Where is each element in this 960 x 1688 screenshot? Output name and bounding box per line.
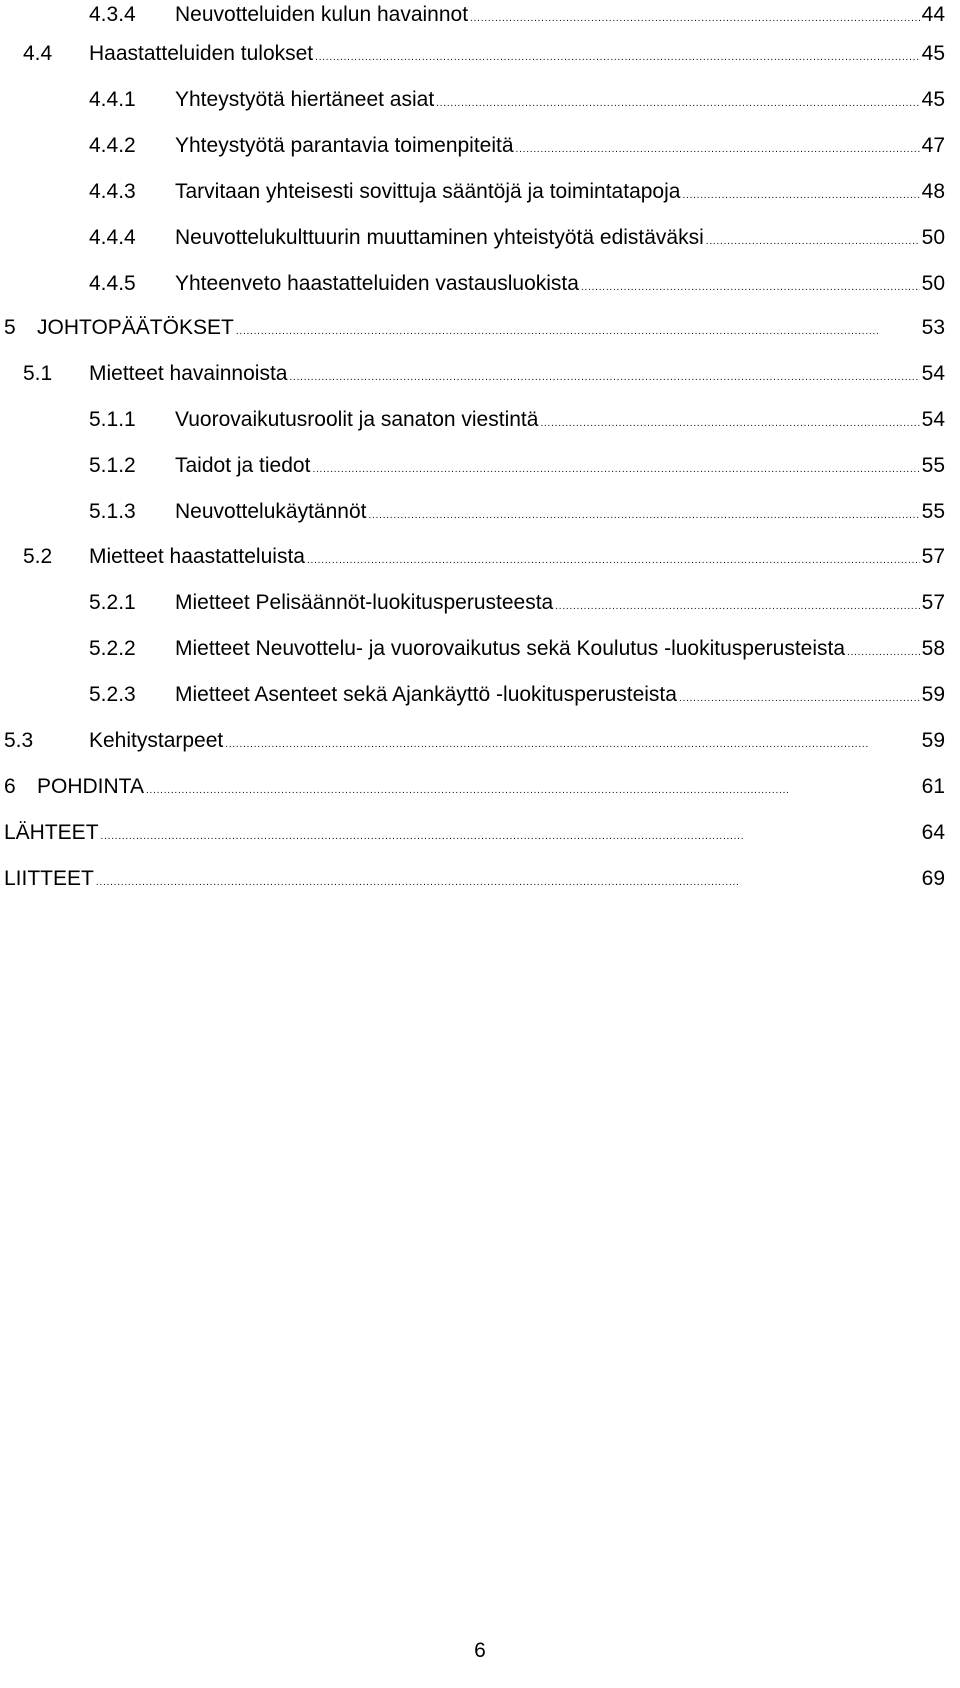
toc-entry-line	[89, 39, 945, 73]
toc-entry-page: 55	[921, 454, 945, 477]
toc-entry-4-4-5[interactable]	[0, 269, 945, 299]
toc-entry-line	[175, 0, 945, 34]
dot-leader	[236, 313, 920, 347]
toc-entry-title: Mietteet haastatteluista	[89, 545, 305, 568]
toc-entry-5-1-3[interactable]	[0, 497, 945, 527]
toc-entry-line	[175, 177, 945, 211]
toc-entry-page: 64	[921, 821, 945, 844]
dot-leader	[581, 269, 920, 303]
toc-entry-title: Mietteet Asenteet sekä Ajankäyttö -luokitusperusteista	[175, 683, 677, 706]
toc-entry-line	[4, 864, 945, 898]
toc-entry-number: 4.4.4	[89, 226, 136, 249]
toc-entry-lahteet[interactable]	[0, 818, 945, 848]
toc-entry-title: LIITTEET	[4, 867, 94, 890]
toc-entry-number: 5.3	[4, 729, 34, 752]
toc-entry-title: Mietteet havainnoista	[89, 362, 288, 385]
toc-entry-5-2[interactable]	[0, 542, 945, 572]
toc-entry-line	[175, 497, 945, 531]
toc-entry-line	[175, 85, 945, 119]
dot-leader	[540, 405, 919, 439]
toc-entry-4-4-2[interactable]	[0, 131, 945, 161]
toc-entry-page: 45	[921, 42, 945, 65]
toc-entry-line	[175, 223, 945, 257]
dot-leader	[307, 542, 920, 576]
toc-entry-page: 47	[921, 134, 945, 157]
dot-leader	[679, 680, 920, 714]
toc-entry-line	[175, 269, 945, 303]
toc-entry-5-2-2[interactable]	[0, 634, 945, 664]
toc-entry-page: 53	[921, 316, 945, 339]
toc-entry-number: 4.4	[23, 42, 53, 65]
toc-entry-number: 5.1.3	[89, 500, 136, 523]
toc-entry-5-1[interactable]	[0, 359, 945, 389]
toc-entry-4-4-4[interactable]	[0, 223, 945, 253]
dot-leader	[368, 497, 919, 531]
toc-entry-line	[175, 131, 945, 165]
toc-entry-number: 5.2	[23, 545, 53, 568]
toc-entry-line	[37, 313, 945, 347]
toc-entry-page: 44	[921, 3, 945, 26]
toc-entry-page: 50	[921, 226, 945, 249]
dot-leader	[225, 726, 919, 760]
toc-entry-number: 5.2.3	[89, 683, 136, 706]
toc-entry-number: 5.1.1	[89, 408, 136, 431]
dot-leader	[312, 451, 919, 485]
page-number: 6	[474, 1639, 486, 1662]
toc-entry-title: POHDINTA	[37, 775, 144, 798]
toc-entry-page: 50	[921, 272, 945, 295]
toc-entry-number: 5	[4, 316, 16, 339]
toc-entry-title: Yhteystyötä parantavia toimenpiteitä	[175, 134, 514, 157]
toc-entry-5[interactable]	[0, 313, 945, 343]
toc-entry-page: 58	[921, 637, 945, 660]
dot-leader	[101, 818, 920, 852]
toc-entry-number: 5.1	[23, 362, 53, 385]
toc-entry-5-2-1[interactable]	[0, 588, 945, 618]
toc-entry-number: 4.3.4	[89, 3, 136, 26]
toc-entry-title: Yhteystyötä hiertäneet asiat	[175, 88, 435, 111]
toc-entry-line	[37, 772, 945, 806]
dot-leader	[315, 39, 920, 73]
toc-entry-title: Mietteet Pelisäännöt-luokitusperusteesta	[175, 591, 554, 614]
toc-entry-page: 55	[921, 500, 945, 523]
toc-entry-number: 5.2.1	[89, 591, 136, 614]
toc-entry-number: 5.2.2	[89, 637, 136, 660]
toc-entry-page: 61	[921, 775, 945, 798]
toc-entry-page: 54	[921, 362, 945, 385]
toc-entry-title: Kehitystarpeet	[89, 729, 224, 752]
dot-leader	[470, 0, 920, 34]
toc-entry-page: 59	[921, 729, 945, 752]
toc-entry-page: 48	[921, 180, 945, 203]
toc-entry-line	[4, 818, 945, 852]
toc-entry-5-1-2[interactable]	[0, 451, 945, 481]
toc-entry-line	[175, 451, 945, 485]
toc-entry-5-3[interactable]	[0, 726, 945, 756]
toc-entry-title: Neuvottelukäytännöt	[175, 500, 367, 523]
dot-leader	[682, 177, 919, 211]
toc-entry-line	[175, 634, 945, 668]
toc-entry-title: Neuvotteluiden kulun havainnot	[175, 3, 469, 26]
toc-entry-number: 4.4.1	[89, 88, 136, 111]
toc-entry-6[interactable]	[0, 772, 945, 802]
toc-entry-4-4[interactable]	[0, 39, 945, 69]
dot-leader	[706, 223, 920, 257]
toc-entry-number: 4.4.5	[89, 272, 136, 295]
toc-entry-page: 45	[921, 88, 945, 111]
toc-entry-5-2-3[interactable]	[0, 680, 945, 710]
toc-entry-4-4-3[interactable]	[0, 177, 945, 207]
toc-entry-title: Taidot ja tiedot	[175, 454, 311, 477]
toc-entry-title: Neuvottelukulttuurin muuttaminen yhteistyötä edistäväksi	[175, 226, 704, 249]
dot-leader	[436, 85, 919, 119]
toc-entry-title: Haastatteluiden tulokset	[89, 42, 314, 65]
toc-entry-page: 69	[921, 867, 945, 890]
toc-entry-line	[89, 359, 945, 393]
toc-entry-number: 6	[4, 775, 16, 798]
toc-entry-number: 5.1.2	[89, 454, 136, 477]
toc-entry-5-1-1[interactable]	[0, 405, 945, 435]
toc-entry-number: 4.4.2	[89, 134, 136, 157]
dot-leader	[516, 131, 920, 165]
dot-leader	[96, 864, 920, 898]
toc-entry-line	[89, 542, 945, 576]
toc-entry-4-4-1[interactable]	[0, 85, 945, 115]
toc-entry-page: 54	[921, 408, 945, 431]
toc-entry-line	[89, 726, 945, 760]
toc-entry-page: 59	[921, 683, 945, 706]
toc-entry-title: Vuorovaikutusroolit ja sanaton viestintä	[175, 408, 539, 431]
toc-entry-title: Mietteet Neuvottelu- ja vuorovaikutus sekä Koulutus -luokitusperusteista	[175, 637, 846, 660]
toc-entry-line	[175, 588, 945, 622]
toc-entry-line	[175, 680, 945, 714]
dot-leader	[847, 634, 920, 668]
toc-entry-page: 57	[921, 545, 945, 568]
toc-entry-number: 4.4.3	[89, 180, 136, 203]
toc-entry-title: LÄHTEET	[4, 821, 99, 844]
toc-entry-liitteet[interactable]	[0, 864, 945, 894]
dot-leader	[555, 588, 919, 622]
toc-entry-title: Yhteenveto haastatteluiden vastausluokista	[175, 272, 579, 295]
dot-leader	[289, 359, 919, 393]
toc-entry-4-3-4[interactable]	[0, 0, 945, 30]
toc-entry-line	[175, 405, 945, 439]
toc-entry-page: 57	[921, 591, 945, 614]
toc-entry-title: Tarvitaan yhteisesti sovittuja sääntöjä ja toimintatapoja	[175, 180, 681, 203]
toc-entry-title: JOHTOPÄÄTÖKSET	[37, 316, 234, 339]
dot-leader	[146, 772, 920, 806]
